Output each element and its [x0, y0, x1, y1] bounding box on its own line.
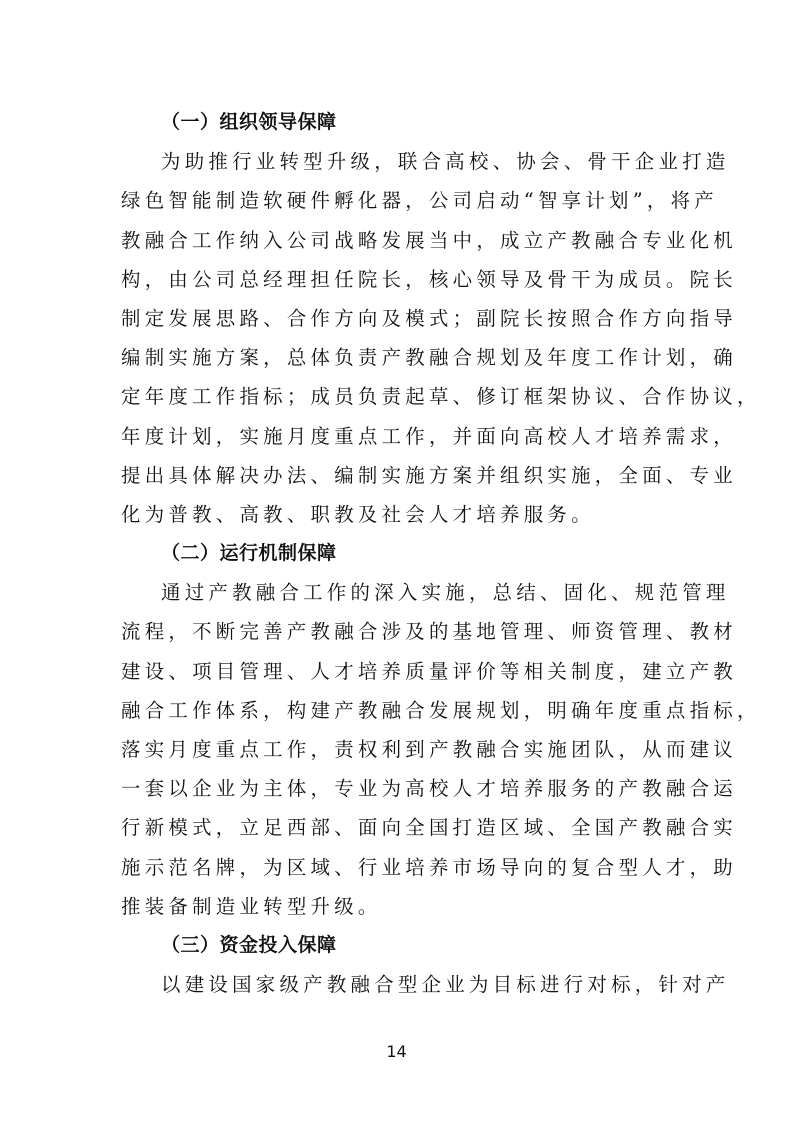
text-line: 一套以企业为主体，专业为高校人才培养服务的产教融合运: [121, 777, 737, 801]
text-line: 为助推行业转型升级，联合高校、协会、骨干企业打造: [161, 150, 730, 174]
text-line: 构，由公司总经理担任院长，核心领导及骨干为成员。院长: [121, 267, 737, 291]
section-heading-3: （三）资金投入保障: [161, 933, 337, 956]
text-line: 年度计划，实施月度重点工作，并面向高校人才培养需求，: [121, 424, 737, 448]
text-line: 推装备制造业转型升级。: [121, 894, 382, 918]
text-line: 绿色智能制造软硬件孵化器，公司启动“智享计划”，将产: [121, 189, 718, 213]
text-line: 流程，不断完善产教融合涉及的基地管理、师资管理、教材: [121, 620, 737, 644]
page-number: 14: [386, 1042, 407, 1061]
section-heading-1: （一）组织领导保障: [161, 111, 337, 133]
section-paragraph-3: [121, 965, 730, 1004]
text-line: 定年度工作指标；成员负责起草、修订框架协议、合作协议，: [121, 385, 761, 409]
text-line: 行新模式，立足西部、面向全国打造区域、全国产教融合实: [121, 816, 737, 840]
text-line: 施示范名牌，为区域、行业培养市场导向的复合型人才，助: [121, 855, 737, 879]
text-line: 编制实施方案，总体负责产教融合规划及年度工作计划，确: [121, 346, 737, 370]
section-heading-2: （二）运行机制保障: [161, 542, 337, 565]
text-line: 建设、项目管理、人才培养质量评价等相关制度，建立产教: [121, 659, 737, 683]
text-line: 化为普教、高教、职教及社会人才培养服务。: [121, 502, 595, 526]
document-body: [121, 103, 761, 1004]
section-paragraph-1: [121, 142, 761, 534]
text-line: 融合工作体系，构建产教融合发展规划，明确年度重点指标，: [121, 698, 761, 722]
text-line: 提出具体解决办法、编制实施方案并组织实施，全面、专业: [121, 463, 737, 487]
text-line: 落实月度重点工作，责权利到产教融合实施团队，从而建议: [121, 738, 737, 762]
text-line: 制定发展思路、合作方向及模式；副院长按照合作方向指导: [121, 306, 737, 330]
text-line: 通过产教融合工作的深入实施，总结、固化、规范管理: [161, 581, 730, 605]
text-line: 以建设国家级产教融合型企业为目标进行对标，针对产: [161, 973, 730, 997]
section-paragraph-2: [121, 573, 761, 926]
text-line: 教融合工作纳入公司战略发展当中，成立产教融合专业化机: [121, 228, 737, 252]
